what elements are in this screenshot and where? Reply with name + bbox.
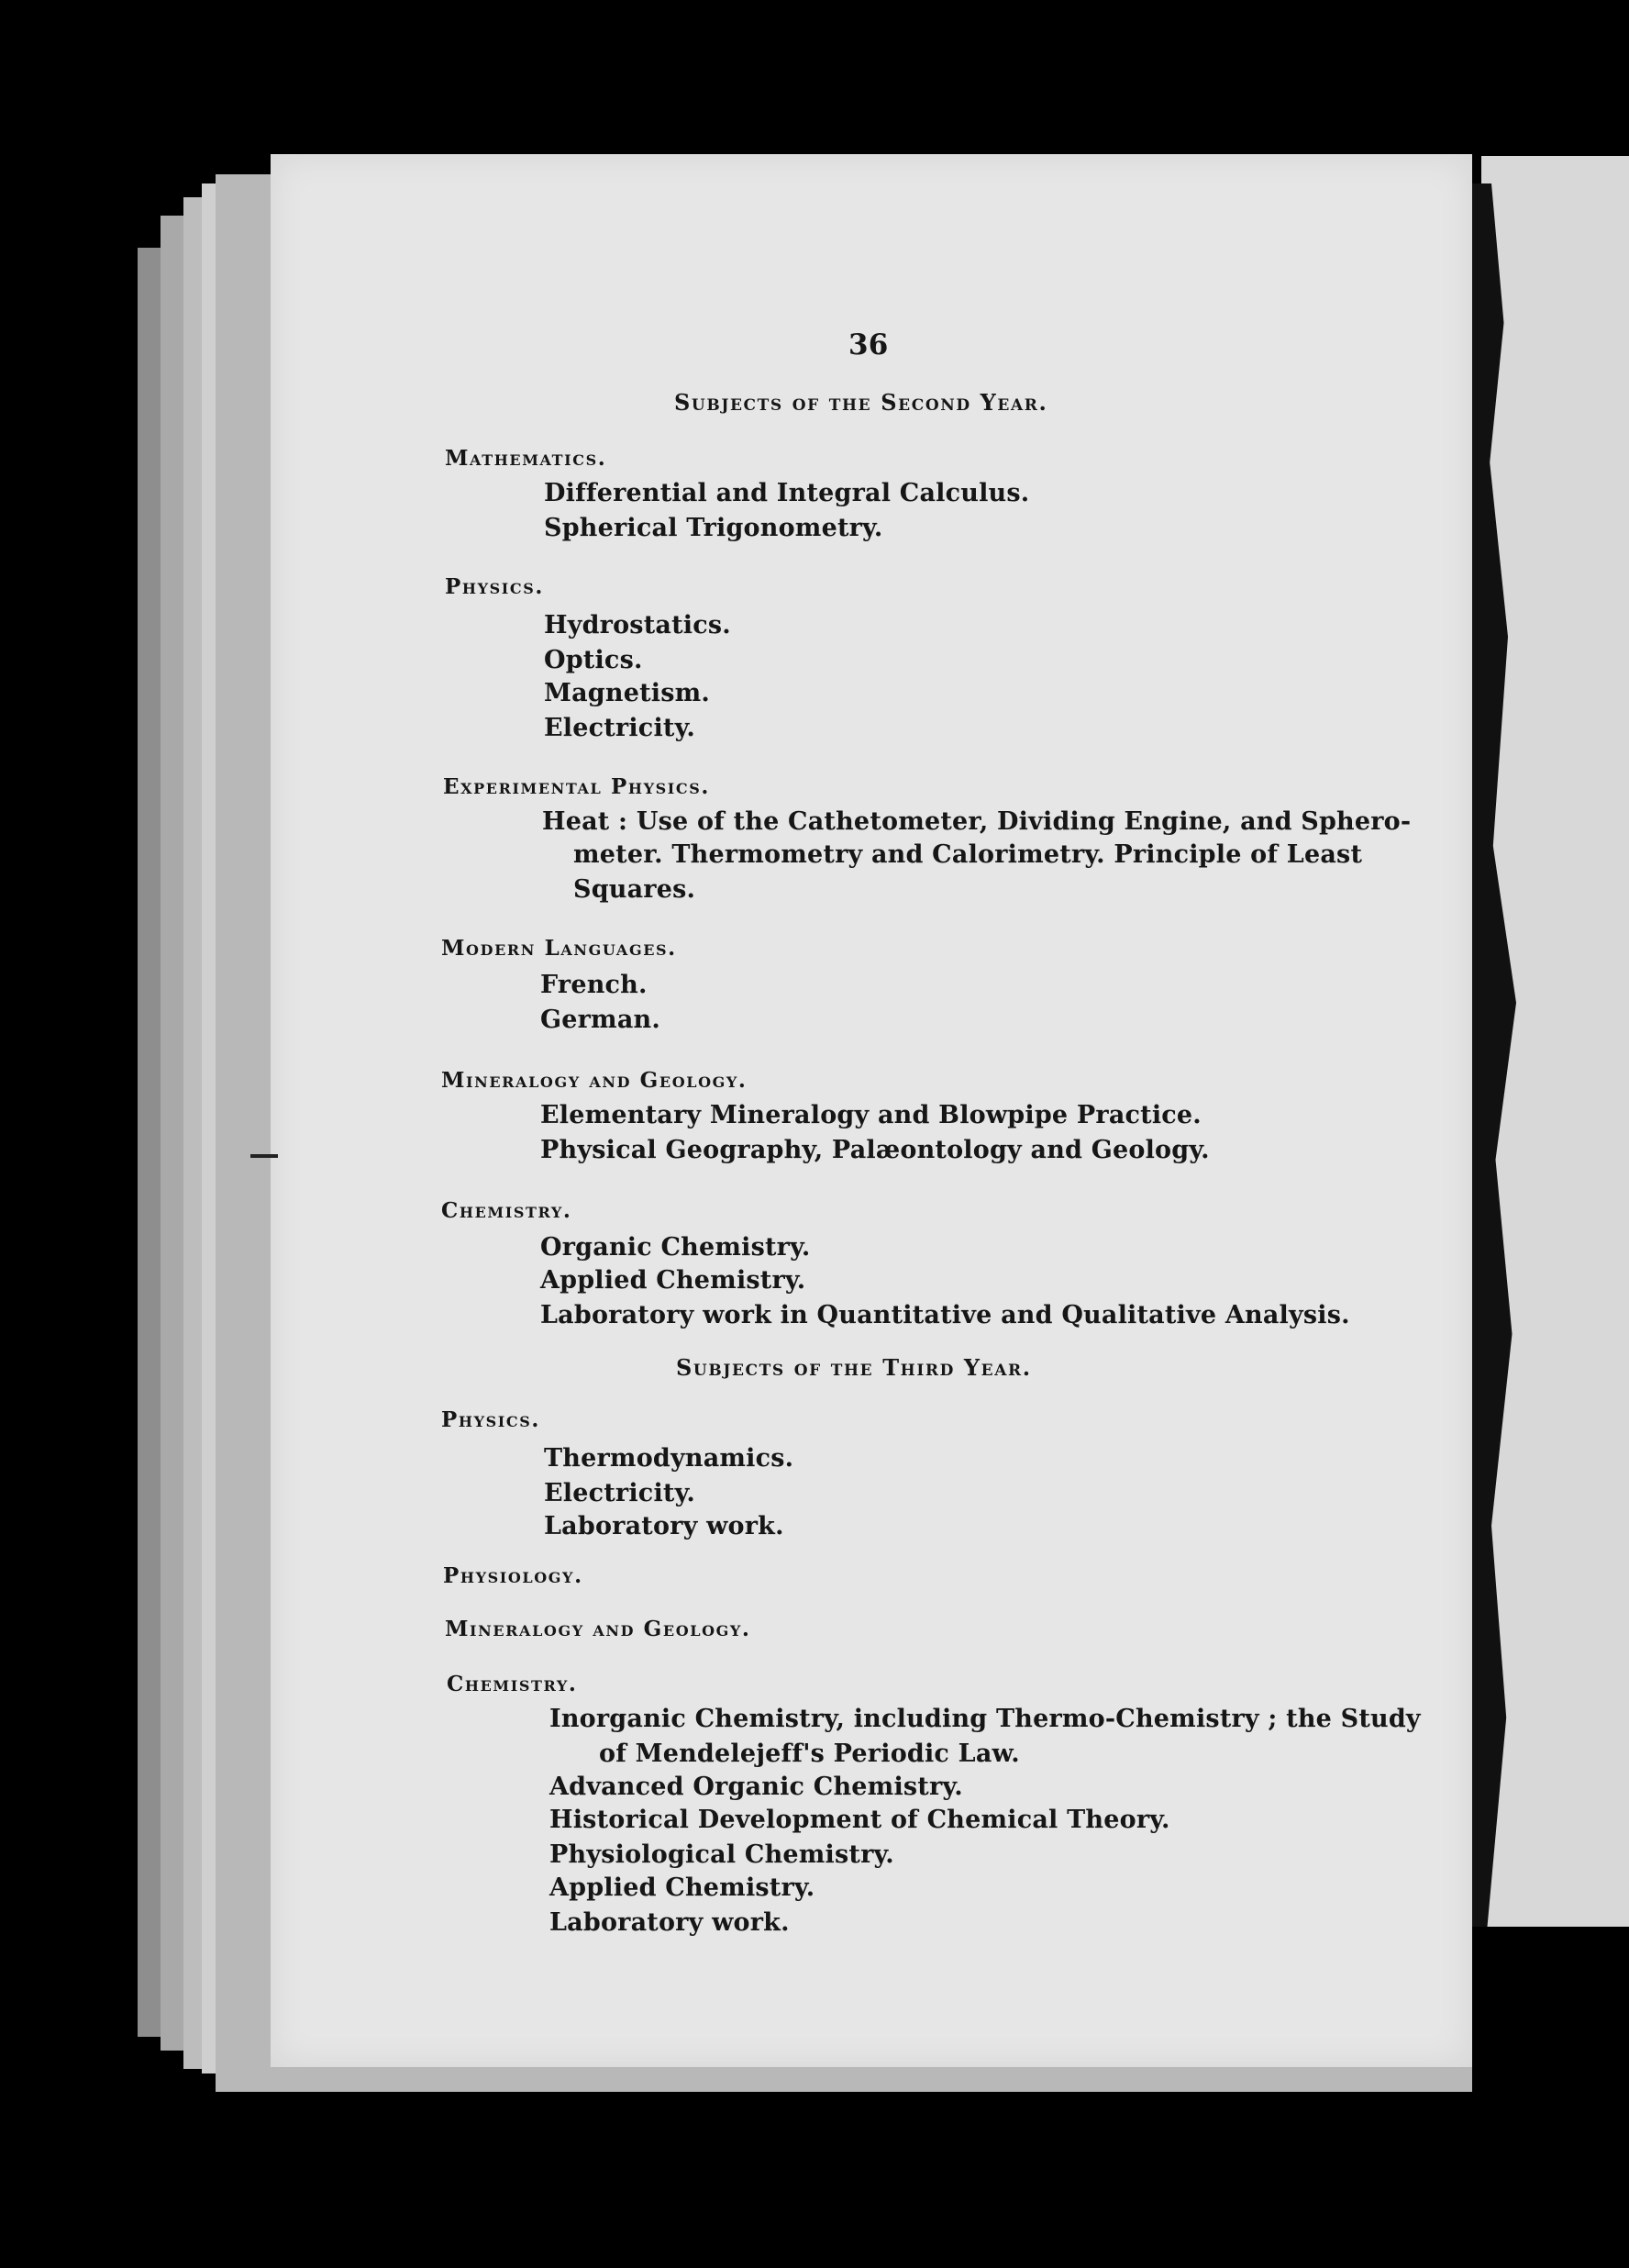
list-item: Optics.: [544, 646, 643, 674]
list-item: Applied Chemistry.: [549, 1873, 815, 1902]
modern-languages-heading: Modern Languages.: [441, 936, 677, 961]
book-page: [271, 154, 1472, 2067]
list-item: Spherical Trigonometry.: [544, 514, 883, 542]
list-item: Differential and Integral Calculus.: [544, 479, 1030, 507]
mathematics-heading: Mathematics.: [445, 446, 607, 471]
paragraph-line: Squares.: [573, 875, 696, 904]
list-item: Physical Geography, Palæontology and Geology.: [540, 1136, 1210, 1164]
list-item: Laboratory work.: [544, 1512, 784, 1540]
experimental-physics-heading: Experimental Physics.: [443, 774, 710, 799]
page-number: 36: [848, 328, 889, 361]
list-item: Laboratory work in Quantitative and Qualitative Analysis.: [540, 1301, 1350, 1329]
list-item: Physiological Chemistry.: [549, 1840, 894, 1869]
paragraph-line: Heat : Use of the Cathetometer, Dividing Engine, and Sphero-: [542, 807, 1412, 836]
second-year-title: Subjects of the Second Year.: [674, 389, 1048, 416]
physics-heading: Physics.: [445, 574, 544, 599]
list-item: Elementary Mineralogy and Blowpipe Practice.: [540, 1101, 1202, 1129]
list-item: French.: [540, 971, 648, 999]
physiology-heading: Physiology.: [443, 1563, 583, 1588]
list-item: Applied Chemistry.: [540, 1266, 806, 1295]
list-item: Laboratory work.: [549, 1908, 790, 1937]
physics-heading: Physics.: [441, 1407, 540, 1432]
chemistry-heading: Chemistry.: [441, 1198, 572, 1223]
list-item: German.: [540, 1006, 660, 1034]
binding-mark: [250, 1154, 278, 1158]
list-item: Advanced Organic Chemistry.: [549, 1773, 963, 1801]
list-item: Organic Chemistry.: [540, 1233, 811, 1262]
list-item: Thermodynamics.: [544, 1444, 794, 1473]
list-item: Magnetism.: [544, 679, 710, 707]
paragraph-line: Inorganic Chemistry, including Thermo-Chemistry ; the Study: [549, 1705, 1421, 1733]
list-item: Electricity.: [544, 1479, 695, 1507]
paragraph-line: meter. Thermometry and Calorimetry. Principle of Least: [573, 840, 1363, 869]
mineralogy-geology-heading: Mineralogy and Geology.: [441, 1068, 748, 1093]
list-item: Electricity.: [544, 714, 695, 742]
list-item: Hydrostatics.: [544, 611, 731, 639]
mineralogy-geology-heading: Mineralogy and Geology.: [445, 1617, 751, 1641]
paragraph-line: of Mendelejeff's Periodic Law.: [599, 1740, 1020, 1768]
list-item: Historical Development of Chemical Theory.: [549, 1806, 1170, 1834]
chemistry-heading: Chemistry.: [447, 1672, 578, 1696]
third-year-title: Subjects of the Third Year.: [676, 1354, 1032, 1381]
